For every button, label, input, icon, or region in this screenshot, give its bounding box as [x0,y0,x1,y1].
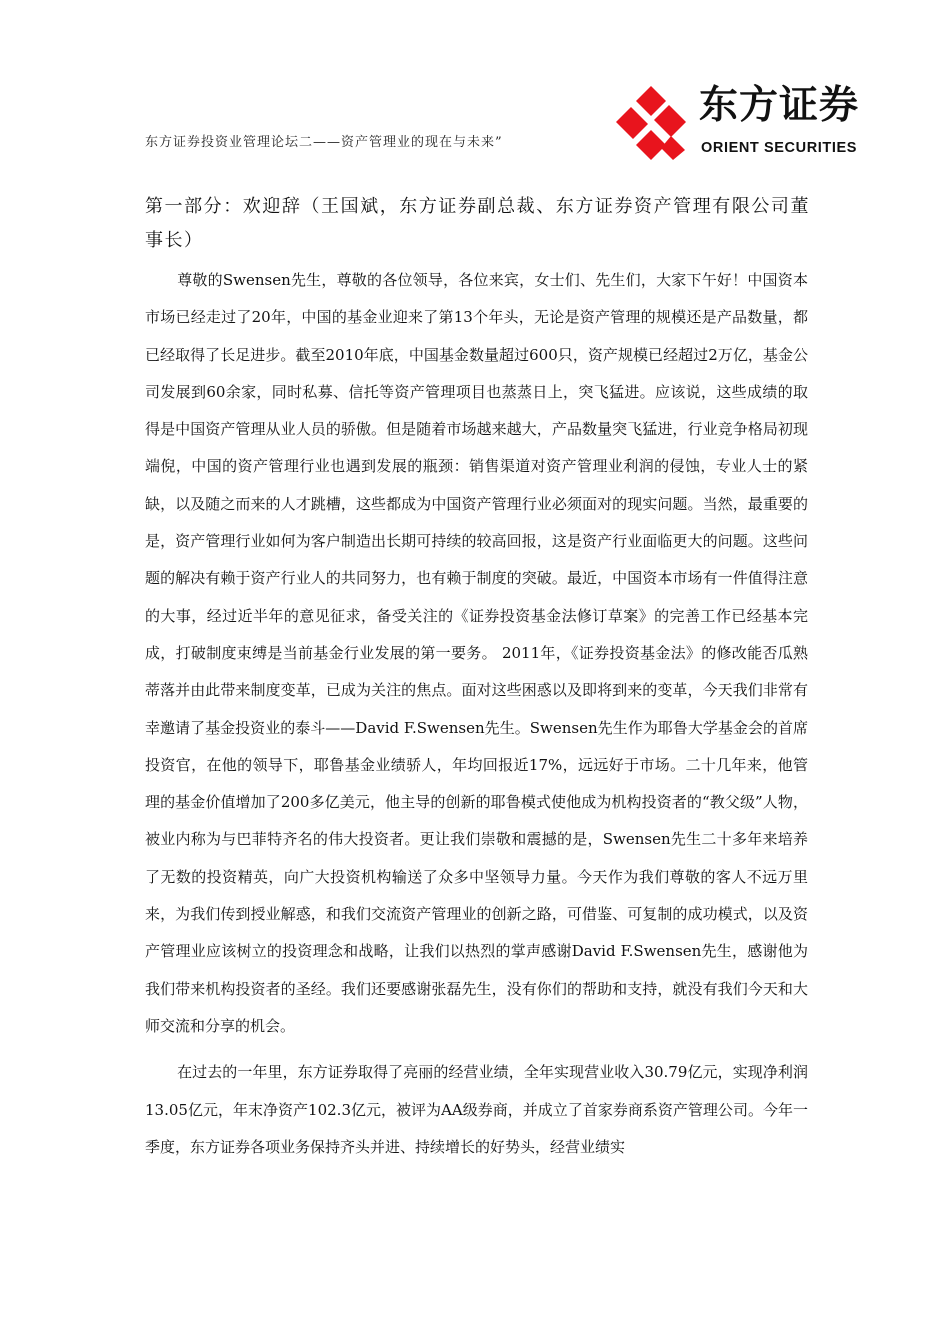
paragraph-2 [145,1054,808,1166]
paragraph-1 [145,262,808,1045]
body-text [145,262,808,1166]
paragraph-1-text: 尊敬的Swensen先生，尊敬的各位领导，各位来宾，女士们、先生们，大家下午好！中国资本市场已经走过了20年，中国的基金业迎来了第13个年头，无论是资产管理的规模还是产品数量，都已经取得了长足进步。截至2010年底，中国基金数量超过600只，资产规模已经超过2万亿，基金公司发展到60余家，同时私募、信托等资产管理项目也蒸蒸日上，突飞猛进。应该说，这些成绩的取得是中国资产管理从业人员的骄傲。但是随着市场越来越大，产品数量突飞猛进，行业竞争格局初现端倪，中国的资产管理行业也遇到发展的瓶颈：销售渠道对资产管理业利润的侵蚀，专业人士的紧缺，以及随之而来的人才跳槽，这些都成为中国资产管理行业必须面对的现实问题。当然，最重要的是，资产管理行业如何为客户制造出长期可持续的较高回报，这是资产行业面临更大的问题。这些问题的解决有赖于资产行业人的共同努力，也有赖于制度的突破。最近，中国资本市场有一件值得注意的大事，经过近半年的意见征求，备受关注的《证券投资基金法修订草案》的完善工作已经基本完成，打破制度束缚是当前基金行业发展的第一要务。 2011年，《证券投资基金法》的修改能否瓜熟蒂落并由此带来制度变革，已成为关注的焦点。面对这些困惑以及即将到来的变革，今天我们非常有幸邀请了基金投资业的泰斗——David F.Swensen先生。Swensen先生作为耶鲁大学基金会的首席投资官，在他的领导下，耶鲁基金业绩骄人，年均回报近17%，远远好于市场。二十几年来，他管理的基金价值增加了200多亿美元，他主导的创新的耶鲁模式使他成为机构投资者的“教父级”人物，被业内称为与巴菲特齐名的伟大投资者。更让我们崇敬和震撼的是，Swensen先生二十多年来培养了无数的投资精英，向广大投资机构输送了众多中坚领导力量。今天作为我们尊敬的客人不远万里来，为我们传到授业解惑，和我们交流资产管理业的创新之路，可借鉴、可复制的成功模式，以及资产管理业应该树立的投资理念和战略，让我们以热烈的掌声感谢David F.Swensen先生，感谢他为我们带来机构投资者的圣经。我们还要感谢张磊先生，没有你们的帮助和支持，就没有我们今天和大师交流和分享的机会。 [145,271,808,1035]
orient-securities-logo-icon [613,84,689,162]
section-title: 第一部分：欢迎辞（王国斌，东方证券副总裁、东方证券资产管理有限公司董事长） [145,196,810,251]
company-logo [613,84,875,164]
running-header: 东方证券投资业管理论坛二——资产管理业的现在与未来” [145,135,503,150]
logo-name-en: ORIENT SECURITIES [701,140,858,156]
logo-name-cn: 东方证券 [699,83,860,128]
paragraph-2-text: 在过去的一年里，东方证券取得了亮丽的经营业绩，全年实现营业收入30.79亿元，实现净利润13.05亿元，年末净资产102.3亿元，被评为AA级券商，并成立了首家券商系资产管理公司。今年一季度，东方证券各项业务保持齐头并进、持续增长的好势头，经营业绩实 [145,1063,808,1156]
